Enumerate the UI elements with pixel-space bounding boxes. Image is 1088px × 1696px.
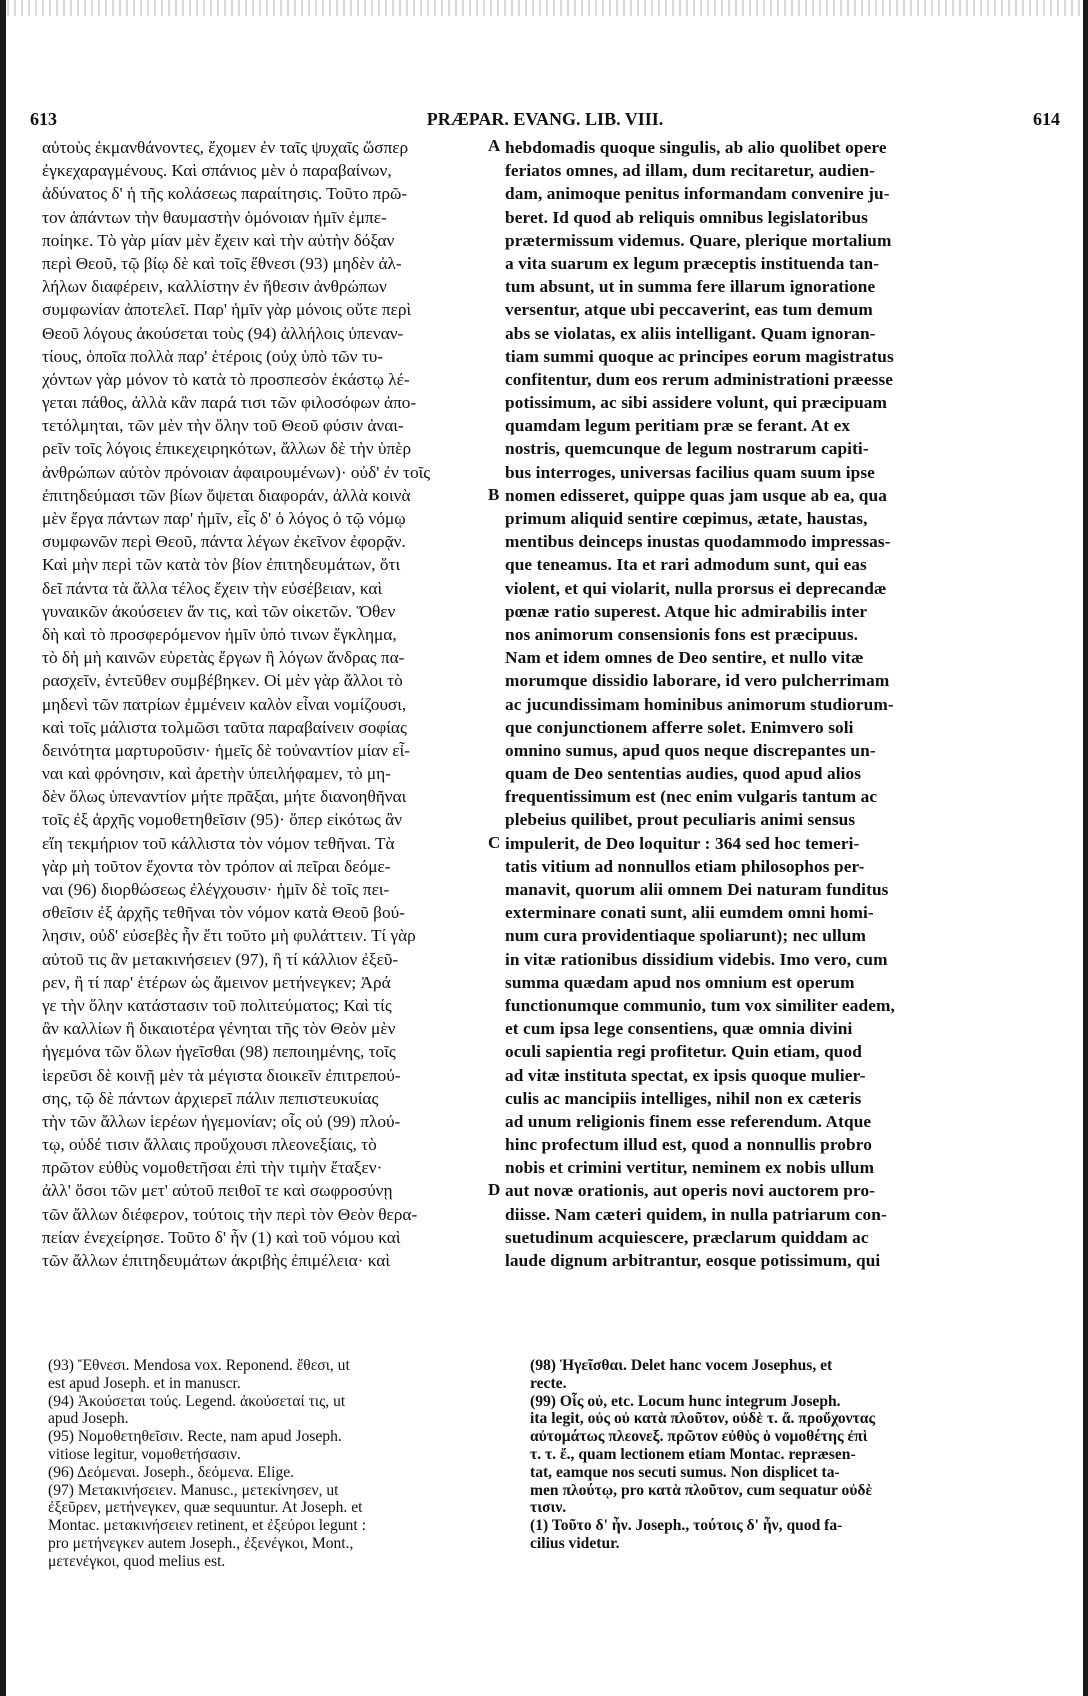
greek-text-line: ἐγκεχαραγμένους. Καὶ σπάνιος μὲν ὁ παραβαίνων, xyxy=(42,161,392,181)
footnote-line: cilius videtur. xyxy=(530,1534,620,1552)
footnote-line: men πλούτῳ, pro κατὰ πλοῦτον, cum sequatur οὐδὲ xyxy=(530,1481,873,1499)
greek-text-line: χόντων γὰρ μόνον τὸ κατὰ τὸ προσπεσὸν ἑκάστῳ λέ- xyxy=(42,369,410,389)
footnote-line: tat, eamque nos secuti sumus. Non displicet ta- xyxy=(530,1463,840,1481)
page-number-right: 614 xyxy=(1033,109,1060,129)
greek-text-line: δεινότητα μαρτυροῦσιν· ἡμεῖς δὲ τοὐναντίον μίαν εἶ- xyxy=(42,740,410,760)
latin-text-line: dam, animoque penitus informandam convenire ju- xyxy=(505,184,890,204)
greek-text-line: τῶν ἄλλων ἐπιτηδευμάτων ἀκριβὴς ἐπιμέλεια· καὶ xyxy=(42,1251,390,1270)
footnote-line: αὐτομάτως πλεονεξ. πρῶτον εὐθὺς ὁ νομοθέτης ἐπὶ xyxy=(530,1428,868,1446)
latin-text-line: culis ac mancipiis intelliges, nihil non ex cæteris xyxy=(505,1088,862,1108)
footnote-line: recte. xyxy=(530,1374,567,1392)
latin-text-line: mentibus deinceps inustas quodammodo impressas- xyxy=(505,532,891,552)
greek-text-line: ἱερεῦσι δὲ κοινῇ μὲν τὰ μέγιστα διοικεῖν ἐπιτρεπού- xyxy=(42,1065,401,1085)
greek-text-line: δὴ καὶ τὸ προσφερόμενον ἡμῖν ὑπό τινων ἔγκλημα, xyxy=(42,624,397,644)
greek-text-line: πείαν ἐνεχείρησε. Τοῦτο δ' ἦν (1) καὶ τοῦ νόμου καὶ xyxy=(42,1227,401,1247)
latin-text-line: que teneamus. Ita et rari admodum sunt, qui eas xyxy=(505,555,867,575)
latin-text-line: feriatos omnes, ad illam, dum recitaretur, audien- xyxy=(505,161,875,181)
greek-text-line: ἀλλ' ὅσοι τῶν μετ' αὐτοῦ πειθοῖ τε καὶ σωφροσύνῃ xyxy=(42,1181,393,1201)
greek-text-line: ἂν καλλίων ἢ δικαιοτέρα γένηται τῆς τὸν Θεὸν μὲν xyxy=(42,1019,396,1039)
page-number-left: 613 xyxy=(30,109,57,129)
running-title: PRÆPAR. EVANG. LIB. VIII. xyxy=(426,109,664,129)
greek-text-line: λήλων διαφέρειν, καλλίστην ἐν ἤθεσιν ἀνθρώπων xyxy=(42,277,387,297)
latin-text-line: abs se violatas, ex aliis intelligant. Quam ignoran- xyxy=(505,323,876,343)
footnote-line: (99) Οἷς οὐ, etc. Locum hunc integrum Joseph. xyxy=(530,1392,841,1410)
margin-marker-a: A xyxy=(488,136,501,155)
greek-text-line: γυναικῶν ἀκούσειεν ἄν τις, καὶ τῶν οἰκετῶν. Ὅθεν xyxy=(42,601,396,621)
latin-text-line: suetudinum acquiescere, præclarum quiddam ac xyxy=(505,1227,869,1247)
footnote-line: vitiose legitur, νομοθετήσασιν. xyxy=(48,1445,241,1463)
greek-text-line: τῳ, οὐδέ τισιν ἄλλαις προὔχουσι πλεονεξίαις, τὸ xyxy=(42,1135,377,1155)
greek-text-line: ἀνθρώπων αὐτὸν πρόνοιαν ἀφαιρουμένων)· οὐδ' ἐν τοῖς xyxy=(42,462,431,482)
latin-text-line: morumque dissidio laborare, id vero pulcherrimam xyxy=(505,671,890,691)
latin-text-line: nobis et crimini vertitur, neminem ex nobis ullum xyxy=(505,1158,875,1178)
greek-text-line: μηδενὶ τῶν πατρίων ἐμμένειν καλὸν εἶναι νομίζουσι, xyxy=(42,694,407,714)
latin-text-line: quamdam legum peritiam præ se ferant. At ex xyxy=(505,416,851,436)
greek-text-line: λησιν, οὐδ' εὐσεβὲς ἦν ἔτι τοῦτο μὴ φυλάττειν. Τί γὰρ xyxy=(42,926,416,946)
greek-text-line: συμφωνίαν ἀποτελεῖ. Παρ' ἡμῖν γὰρ μόνοις οὔτε περὶ xyxy=(42,300,412,320)
latin-text-line: diisse. Nam cæteri quidem, in nulla patriarum con- xyxy=(505,1204,887,1224)
greek-text-line: εἴη τεκμήριον τοῦ κάλλιστα τὸν νόμον τεθῆναι. Τὰ xyxy=(42,833,395,853)
footnote-line: (95) Νομοθετηθεῖσιν. Recte, nam apud Joseph. xyxy=(48,1428,342,1446)
latin-text-line: tatis vitium ad nonnullos etiam philosophos per- xyxy=(505,856,865,876)
latin-text-line: ad vitæ instituta spectat, ex ipsis quoque mulier- xyxy=(505,1065,866,1085)
greek-text-line: σθεῖσιν ἐξ ἀρχῆς τεθῆναι τὸν νόμον κατὰ Θεοῦ βού- xyxy=(42,903,405,923)
latin-text-line: versentur, atque ubi peccaverint, eas tum demum xyxy=(505,300,873,320)
greek-text-line: συμφωνῶν περὶ Θεοῦ, πάντα λέγων ἐκεῖνον ἐφορᾷν. xyxy=(42,532,406,552)
latin-text-line: tum absunt, ut in summa fere illarum ignoratione xyxy=(505,277,876,297)
scan-right-edge xyxy=(1083,0,1088,1696)
footnote-line: ita legit, οὐς οὐ κατὰ πλοῦτον, οὐδὲ τ. ἄ. προὔχοντας xyxy=(530,1410,876,1428)
greek-text-line: ναι καὶ φρόνησιν, καὶ ἀρετὴν ὑπειλήφαμεν, τὸ μη- xyxy=(42,764,391,784)
latin-text-line: nomen edisseret, quippe quas jam usque ab ea, qua xyxy=(505,485,887,505)
latin-text-line: nos animorum consensionis fons est præcipuus. xyxy=(505,624,859,644)
footnote-line: apud Joseph. xyxy=(48,1410,129,1428)
latin-text-line: primum aliquid sentire cœpimus, ætate, haustas, xyxy=(505,509,868,528)
greek-text-line: ποίηκε. Τὸ γὰρ μίαν μὲν ἔχειν καὶ τὴν αὐτὴν δόξαν xyxy=(42,230,395,250)
latin-text-line: manavit, quorum alii omnem Dei naturam funditus xyxy=(505,880,889,899)
scan-left-edge xyxy=(0,0,6,1696)
greek-text-line: Καὶ μὴν περὶ τῶν κατὰ τὸν βίον ἐπιτηδευμάτων, ὅτι xyxy=(42,555,401,575)
footnotes-left xyxy=(48,1357,498,1571)
latin-text-line: prætermissum videmus. Quare, plerique mortalium xyxy=(505,230,892,250)
latin-text-line: a vita suarum ex legum præceptis instituenda tan- xyxy=(505,253,880,273)
greek-text-line: ἀδύνατος δ' ἡ τῆς κολάσεως παραίτησις. Τοῦτο πρῶ- xyxy=(42,184,408,204)
latin-text-line: hinc profectum illud est, quod a nonnullis probro xyxy=(505,1135,872,1155)
greek-text-line: τὴν τῶν ἄλλων ἱερέων ἡγεμονίαν; οἷς οὐ (99) πλού- xyxy=(42,1111,401,1131)
footnote-line: (96) Δεόμεναι. Joseph., δεόμενα. Elige. xyxy=(48,1463,295,1481)
greek-text-line: πρῶτον εὐθὺς νομοθετῆσαι ἐπὶ τὴν τιμὴν ἔταξεν· xyxy=(42,1158,383,1178)
latin-text-line: ad unum religionis finem esse referendum. Atque xyxy=(505,1111,872,1131)
greek-text-line: μὲν ἔργα πάντων παρ' ἡμῖν, εἷς δ' ὁ λόγος ὁ τῷ νόμῳ xyxy=(42,509,406,528)
greek-text-line: γεται πάθος, ἀλλὰ κἂν παρά τισι τῶν φιλοσόφων ἀπο- xyxy=(42,393,417,413)
margin-marker-d: D xyxy=(488,1180,501,1199)
footnote-line: (97) Μετακινήσειεν. Manusc., μετεκίνησεν, ut xyxy=(48,1481,339,1499)
greek-text-line: ρασχεῖν, ἐντεῦθεν συμβέβηκεν. Οἱ μὲν γὰρ ἄλλοι τὸ xyxy=(42,671,403,691)
footnote-line: τισιν. xyxy=(530,1499,567,1517)
greek-text-line: σης, τῷ δὲ πάντων ἀρχιερεῖ πάλιν πεπιστευκυίας xyxy=(42,1088,379,1108)
latin-text-line: quam de Deo sententias audies, quod apud alios xyxy=(505,764,862,784)
greek-text-line: ναι (96) διορθώσεως ἐλέγχουσιν· ἡμῖν δὲ τοῖς πει- xyxy=(42,880,390,899)
latin-text-line: oculi sapientia regi profitetur. Quin etiam, quod xyxy=(505,1042,862,1062)
greek-text-line: ρεῖν τοῖς λόγοις ἐπικεχειρηκότων, ἄλλων δὲ τὴν ὑπὲρ xyxy=(42,439,412,459)
latin-text-line: et cum ipsa lege consentiens, quæ omnia divini xyxy=(505,1019,853,1039)
latin-text-column xyxy=(505,136,1033,1272)
latin-text-line: bus interroges, universas facilius quam suum ipse xyxy=(505,462,875,482)
footnote-line: Montac. μετακινήσειεν retinent, et ἐξεύροι legunt : xyxy=(48,1517,366,1535)
greek-text-line: περὶ Θεοῦ, τῷ βίῳ δὲ καὶ τοῖς ἔθνεσι (93) μηδὲν ἀλ- xyxy=(42,253,402,273)
greek-text-line: Θεοῦ λόγους ἀκούσεται τοὺς (94) ἀλλήλοις ὑπεναν- xyxy=(42,323,404,343)
latin-text-line: beret. Id quod ab reliquis omnibus legislatoribus xyxy=(505,207,868,227)
latin-text-line: confitentur, dum eos rerum administrationi præesse xyxy=(505,369,894,389)
footnote-line: (94) Ἀκούσεται τούς. Legend. ἀκούσεταί τις, ut xyxy=(48,1392,346,1410)
margin-marker-b: B xyxy=(488,485,500,504)
greek-text-line: καὶ τοῖς μάλιστα τολμῶσι ταῦτα παραβαίνειν σοφίας xyxy=(42,717,407,737)
running-header xyxy=(30,109,1060,133)
latin-text-line: Nam et idem omnes de Deo sentire, et nullo vitæ xyxy=(505,648,864,668)
footnote-line: est apud Joseph. et in manuscr. xyxy=(48,1374,241,1392)
latin-text-line: nostris, quemcunque de legum nostrarum capiti- xyxy=(505,439,869,459)
greek-text-line: τὸ δὴ μὴ καινῶν εὑρετὰς ἔργων ἢ λόγων ἄνδρας πα- xyxy=(42,648,405,668)
latin-text-line: exterminare conati sunt, alii eumdem omni homi- xyxy=(505,903,874,923)
greek-text-line: τίους, ὁποῖα πολλὰ παρ' ἑτέροις (οὐχ ὑπὸ τῶν τυ- xyxy=(42,346,384,366)
greek-text-line: δὲν ὅλως ὑπεναντίον μήτε πρᾶξαι, μήτε διανοηθῆναι xyxy=(42,787,407,807)
greek-text-line: τῶν ἄλλων διέφερον, τούτοις τὴν περὶ τὸν Θεὸν θερα- xyxy=(42,1204,418,1224)
greek-text-line: τον ἁπάντων τὴν θαυμαστὴν ὁμόνοιαν ἡμῖν ἐμπε- xyxy=(42,207,387,227)
latin-text-line: aut novæ orationis, aut operis novi auctorem pro- xyxy=(505,1181,876,1201)
footnote-line: μετενέγκοι, quod melius est. xyxy=(48,1552,226,1570)
latin-text-line: summa quædam apud nos omnium est operum xyxy=(505,972,855,992)
latin-text-line: violent, et qui violarit, nulla prorsus ei deprecandæ xyxy=(505,578,887,598)
footnote-line: (93) Ἔθνεσι. Mendosa vox. Reponend. ἔθεσι, ut xyxy=(48,1357,350,1374)
footnote-line: (98) Ἡγεῖσθαι. Delet hanc vocem Josephus, et xyxy=(530,1357,833,1374)
latin-text-line: functionumque communio, tum vox similiter eadem, xyxy=(505,995,895,1015)
greek-text-column xyxy=(42,136,500,1272)
latin-text-line: tiam summi quoque ac principes eorum magistratus xyxy=(505,346,894,366)
footnote-line: pro μετήνεγκεν autem Joseph., ἐξενέγκοι, Mont., xyxy=(48,1534,354,1552)
greek-text-line: τοῖς ἐξ ἀρχῆς νομοθετηθεῖσιν (95)· ὅπερ εἰκότως ἂν xyxy=(42,810,403,830)
greek-text-line: ρεν, ἢ τί παρ' ἑτέρων ὡς ἄμεινον μετήνεγκεν; Ἀρά xyxy=(42,972,391,992)
margin-marker-c: C xyxy=(488,833,501,852)
greek-text-line: τετόλμηται, τῶν μὲν τὴν ὅλην τοῦ Θεοῦ φύσιν ἀναι- xyxy=(42,416,404,436)
scan-top-edge xyxy=(0,0,1088,16)
greek-text-line: γε τὴν ὅλην κατάστασιν τοῦ πολιτεύματος; Καὶ τίς xyxy=(42,995,392,1015)
latin-text-line: que conjunctionem afferre solet. Enimvero soli xyxy=(505,717,854,737)
latin-text-line: impulerit, de Deo loquitur : 364 sed hoc temeri- xyxy=(505,833,860,853)
latin-text-line: plebeius quilibet, prout peculiaris animi sensus xyxy=(505,810,856,830)
latin-text-line: num cura providentiaque spoliarunt); nec ullum xyxy=(505,926,866,946)
greek-text-line: αὐτοῦ τις ἂν μετακινήσειεν (97), ἢ τί κάλλιον ἐξεῦ- xyxy=(42,949,399,969)
footnote-line: τ. τ. ἔ., quam lectionem etiam Montac. repræsen- xyxy=(530,1445,856,1463)
greek-text-line: ἡγεμόνα τῶν ὅλων ἡγεῖσθαι (98) πεποιημένης, τοῖς xyxy=(42,1042,396,1062)
latin-text-line: ac jucundissimam hominibus animorum studiorum- xyxy=(505,694,894,714)
latin-text-line: omnino sumus, apud quos neque discrepantes un- xyxy=(505,740,876,760)
greek-text-line: ἐπιτηδεύμασι τῶν βίων ὄψεται διαφοράν, ἀλλὰ κοινὰ xyxy=(42,485,411,505)
latin-text-line: in vitæ rationibus dissidium videbis. Imo vero, cum xyxy=(505,949,888,969)
latin-text-line: pœnæ ratio superest. Atque hic admirabilis inter xyxy=(505,601,868,621)
footnotes-right xyxy=(530,1357,1040,1553)
latin-text-line: frequentissimum est (nec enim vulgaris tantum ac xyxy=(505,787,878,807)
latin-text-line: hebdomadis quoque singulis, ab alio quolibet opere xyxy=(505,138,887,157)
footnote-line: ἐξεῦρεν, μετήνεγκεν, quæ sequuntur. At Joseph. et xyxy=(48,1499,363,1517)
greek-text-line: γὰρ μὴ τοῦτον ἔχοντα τὸν τρόπον αἱ πεῖραι δεόμε- xyxy=(42,856,391,876)
footnote-line: (1) Τοῦτο δ' ἦν. Joseph., τούτοις δ' ἦν, quod fa- xyxy=(530,1517,843,1535)
latin-text-line: laude dignum arbitrantur, eosque potissimum, qui xyxy=(505,1251,881,1270)
latin-text-line: potissimum, ac sibi assidere volunt, qui præcipuam xyxy=(505,393,888,413)
greek-text-line: αὐτοὺς ἐκμανθάνοντες, ἔχομεν ἐν ταῖς ψυχαῖς ὥσπερ xyxy=(42,138,409,157)
greek-text-line: δεῖ πάντα τὰ ἄλλα τέλος ἔχειν τὴν εὐσέβειαν, καὶ xyxy=(42,578,383,598)
